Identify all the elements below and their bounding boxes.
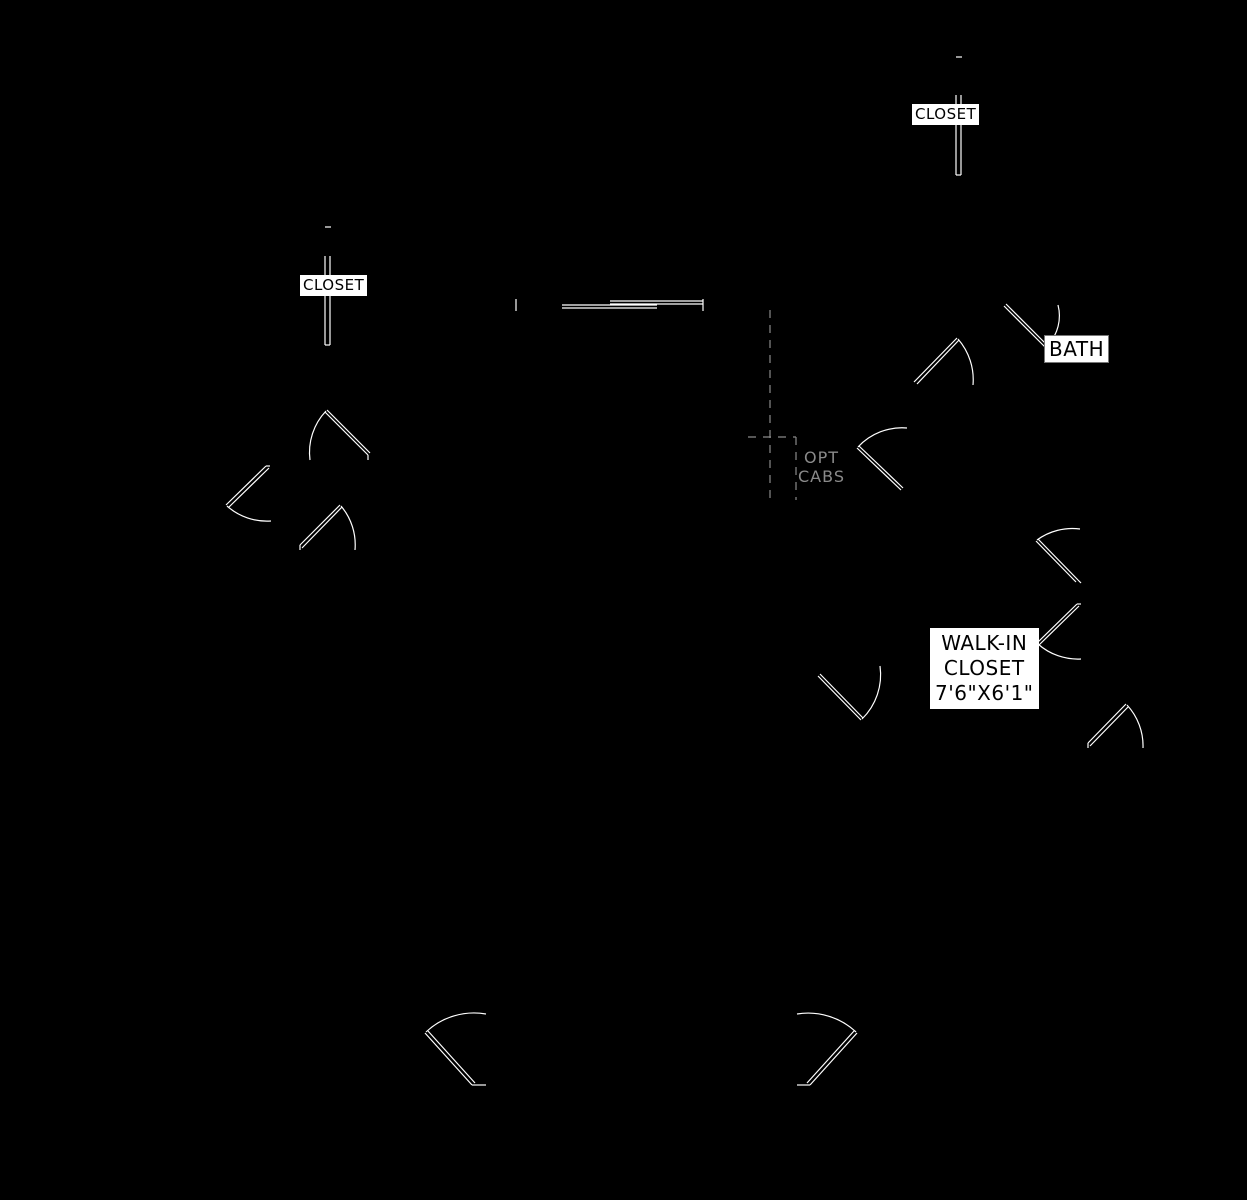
door-right-c — [1088, 704, 1143, 748]
bath-label: BATH — [1044, 335, 1109, 363]
sliding-door-top — [516, 299, 703, 311]
door-upper-right-a — [914, 338, 973, 385]
opt-cabs-outline — [748, 310, 796, 500]
door-left-middle — [226, 466, 271, 521]
walk-in-closet-label — [930, 628, 1039, 709]
door-opt-cabs — [857, 428, 907, 490]
door-walk-in-left — [818, 666, 881, 720]
entry-door-left — [425, 1013, 486, 1085]
entry-door-right — [797, 1013, 857, 1085]
closet-label-left: CLOSET — [300, 275, 367, 296]
walk-in-dimensions: 7'6"X6'1" — [935, 681, 1034, 705]
opt-cabs-line-1: OPT — [803, 448, 839, 467]
closet-label-top-right: CLOSET — [912, 104, 979, 125]
door-right-a — [1036, 529, 1081, 583]
door-left-upper — [310, 410, 370, 460]
opt-cabs-line-2: CABS — [798, 467, 845, 487]
walk-in-line-2: CLOSET — [943, 656, 1025, 680]
opt-cabs-label — [798, 448, 845, 486]
walk-in-line-1: WALK-IN — [941, 631, 1028, 655]
door-right-b — [1037, 604, 1081, 659]
door-left-lower — [300, 505, 355, 550]
